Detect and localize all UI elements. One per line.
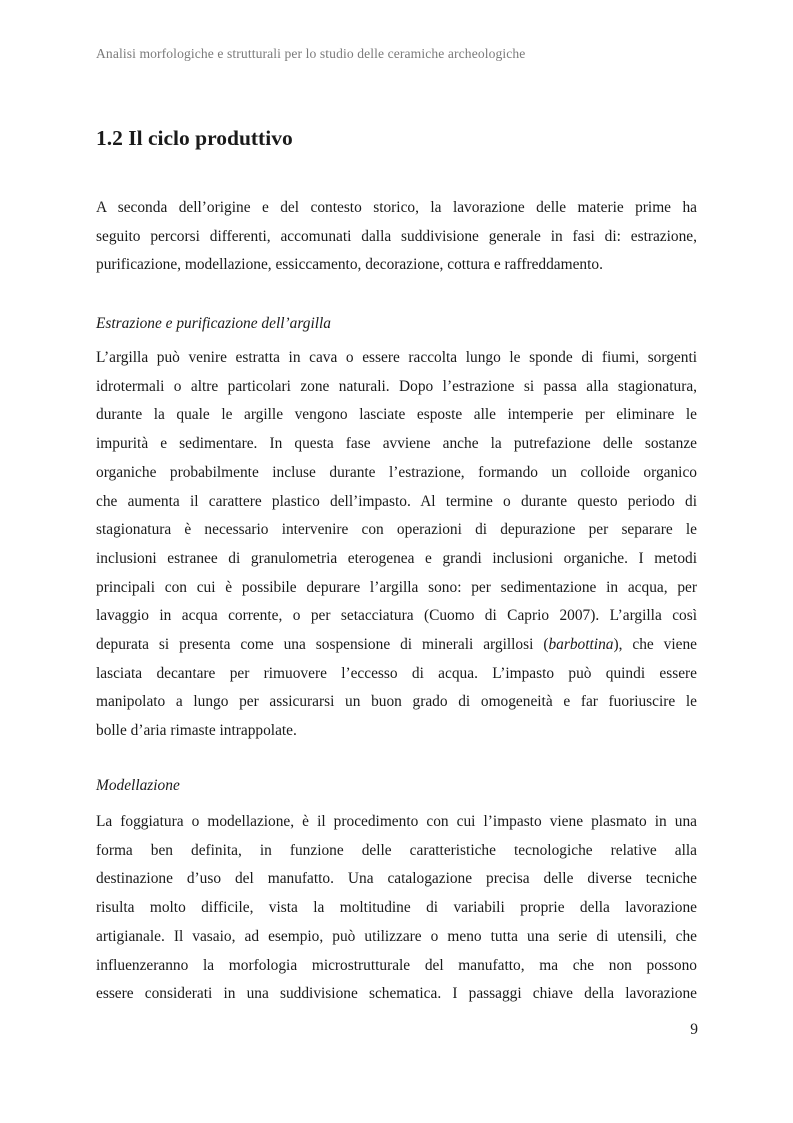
text-line: principali con cui è possibile depurare l’argilla sono: per sedimentazione in acqua, per <box>96 578 697 596</box>
text-line: lasciata decantare per rimuovere l’eccesso di acqua. L’impasto può quindi essere <box>96 664 697 682</box>
intro-paragraph <box>96 194 697 280</box>
subheading-estrazione: Estrazione e purificazione dell’argilla <box>96 315 331 332</box>
text-segment: ), che viene <box>613 636 697 654</box>
text-line: A seconda dell’origine e del contesto storico, la lavorazione delle materie prime ha <box>96 199 697 216</box>
text-line: che aumenta il carattere plastico dell’impasto. Al termine o durante questo periodo di <box>96 492 697 510</box>
text-line: forma ben definita, in funzione delle caratteristiche tecnologiche relative alla <box>96 841 697 859</box>
text-line: idrotermali o altre particolari zone naturali. Dopo l’estrazione si passa alla stagionatura, <box>96 377 697 395</box>
text-line: artigianale. Il vasaio, ad esempio, può utilizzare o meno tutta una serie di utensili, che <box>96 927 697 945</box>
text-line: durante la quale le argille vengono lasciate esposte alle intemperie per eliminare le <box>96 406 697 424</box>
text-line: L’argilla può venire estratta in cava o essere raccolta lungo le sponde di fiumi, sorgenti <box>96 349 697 366</box>
text-line: organiche probabilmente incluse durante l’estrazione, formando un colloide organico <box>96 463 697 481</box>
modellazione-paragraph <box>96 808 697 1009</box>
text-line: purificazione, modellazione, essiccamento, decorazione, cottura e raffreddamento. <box>96 256 603 274</box>
text-line: impurità e sedimentare. In questa fase avviene anche la putrefazione delle sostanze <box>96 435 697 453</box>
page-number: 9 <box>690 1021 698 1038</box>
text-line: inclusioni estranee di granulometria eterogenea e grandi inclusioni organiche. I metodi <box>96 549 697 567</box>
text-line: stagionatura è necessario intervenire con operazioni di depurazione per separare le <box>96 521 697 539</box>
estrazione-paragraph <box>96 344 697 746</box>
text-segment: depurata si presenta come una sospensione di minerali argillosi ( <box>96 636 549 654</box>
text-line: risulta molto difficile, vista la moltitudine di variabili proprie della lavorazione <box>96 899 697 917</box>
running-header: Analisi morfologiche e strutturali per lo studio delle ceramiche archeologiche <box>96 46 526 61</box>
text-line: La foggiatura o modellazione, è il procedimento con cui l’impasto viene plasmato in una <box>96 813 697 830</box>
text-line: lavaggio in acqua corrente, o per setacciatura (Cuomo di Caprio 2007). L’argilla così <box>96 607 697 625</box>
text-line <box>96 631 697 660</box>
text-line: essere considerati in una suddivisione schematica. I passaggi chiave della lavorazione <box>96 985 697 1003</box>
text-line: seguito percorsi differenti, accomunati dalla suddivisione generale in fasi di: estrazione, <box>96 227 697 245</box>
section-title: 1.2 Il ciclo produttivo <box>96 126 293 150</box>
text-line: bolle d’aria rimaste intrappolate. <box>96 722 297 740</box>
text-line: destinazione d’uso del manufatto. Una catalogazione precisa delle diverse tecniche <box>96 870 697 888</box>
text-line: influenzeranno la morfologia microstrutturale del manufatto, ma che non possono <box>96 956 697 974</box>
italic-term: barbottina <box>548 636 614 654</box>
text-line: manipolato a lungo per assicurarsi un buon grado di omogeneità e far fuoriuscire le <box>96 693 697 711</box>
subheading-modellazione: Modellazione <box>96 777 180 794</box>
